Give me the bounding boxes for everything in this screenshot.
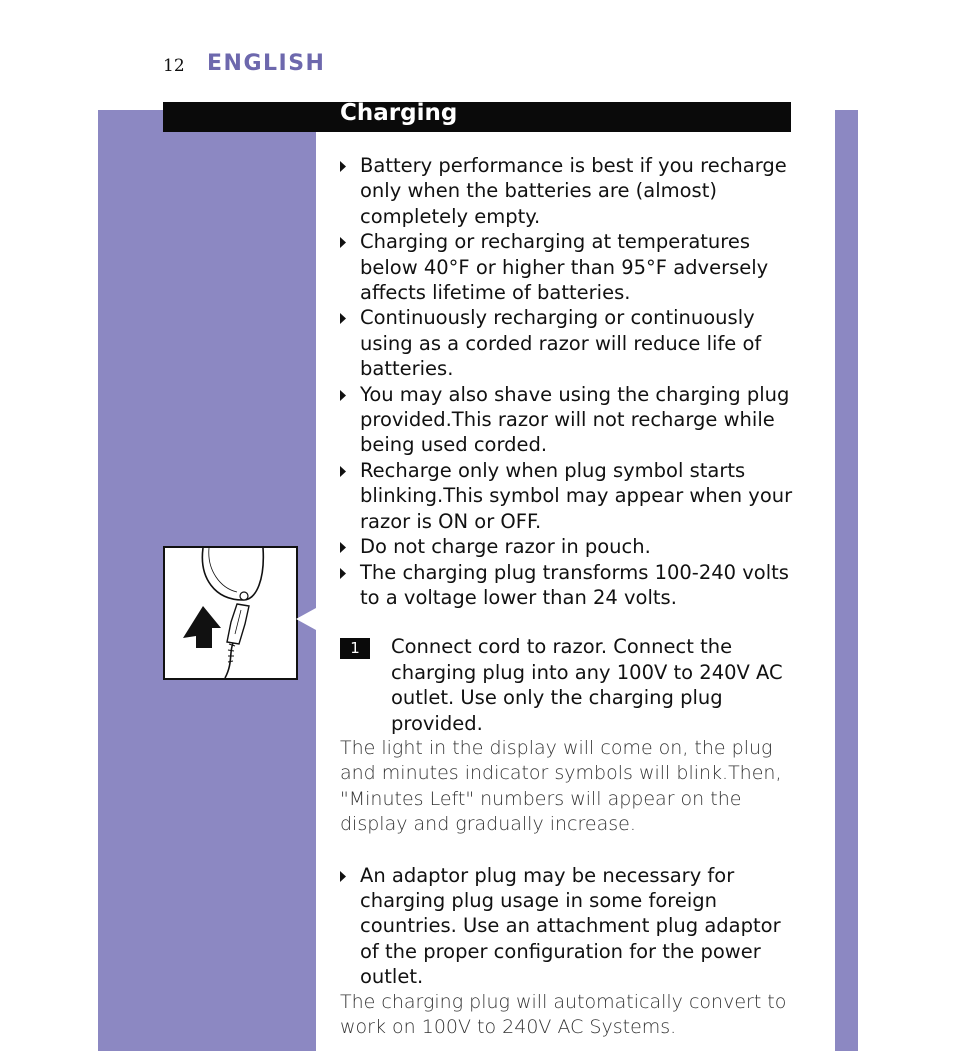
bullet-icon <box>340 466 346 477</box>
list-item <box>340 458 795 534</box>
list-item-text: Do not charge razor in pouch. <box>360 535 651 559</box>
list-item <box>340 863 795 990</box>
pointer-triangle <box>296 608 316 630</box>
bullet-list-top <box>340 153 795 610</box>
list-item <box>340 153 795 229</box>
list-item <box>340 229 795 305</box>
section-title: Charging <box>340 100 458 126</box>
right-edge-band <box>835 110 858 1051</box>
bullet-icon <box>340 568 346 579</box>
bullet-icon <box>340 161 346 172</box>
up-arrow-icon <box>183 606 221 648</box>
bullet-icon <box>340 542 346 553</box>
list-item-text: The charging plug transforms 100-240 volts to a voltage lower than 24 volts. <box>360 560 789 609</box>
list-item-text: Recharge only when plug symbol starts blinking.This symbol may appear when your razor is ON or OFF. <box>360 458 793 533</box>
list-item-text: An adaptor plug may be necessary for charging plug usage in some foreign countries. Use an attachment plug adaptor of the proper configuration for the power outlet. <box>360 863 781 989</box>
voltage-note: The charging plug will automatically convert to work on 100V to 240V AC Systems. <box>340 990 787 1038</box>
list-item-text: You may also shave using the charging plug provided.This razor will not recharge while being used corded. <box>360 382 790 457</box>
list-item <box>340 560 795 611</box>
spacer <box>340 838 795 863</box>
step-text: Connect cord to razor. Connect the charging plug into any 100V to 240V AC outlet. Use only the charging plug provided. <box>391 635 783 735</box>
language-heading: ENGLISH <box>207 51 326 76</box>
page-number: 12 <box>163 56 185 76</box>
bullet-icon <box>340 237 346 248</box>
list-item-text: Charging or recharging at temperatures below 40°F or higher than 95°F adversely affects lifetime of batteries. <box>360 230 769 305</box>
step-number-badge: 1 <box>340 638 370 659</box>
bullet-icon <box>340 871 346 882</box>
list-item-text: Continuously recharging or continuously using as a corded razor will reduce life of batteries. <box>360 306 762 381</box>
bullet-icon <box>340 390 346 401</box>
bullet-icon <box>340 313 346 324</box>
razor-plug-illustration-icon <box>163 546 298 680</box>
list-item <box>340 382 795 458</box>
list-item-text: Battery performance is best if you recharge only when the batteries are (almost) completely empty. <box>360 154 787 228</box>
list-item <box>340 534 795 559</box>
list-item <box>340 305 795 381</box>
section-title-bar <box>163 102 791 132</box>
display-note: The light in the display will come on, the plug and minutes indicator symbols will blink.Then, "Minutes Left" numbers will appear on the display and gradually increase. <box>340 736 782 836</box>
razor-plug-illustration-svg <box>165 548 296 678</box>
bullet-list-bottom <box>340 863 795 990</box>
main-content <box>340 153 795 1040</box>
step-1 <box>340 634 795 736</box>
